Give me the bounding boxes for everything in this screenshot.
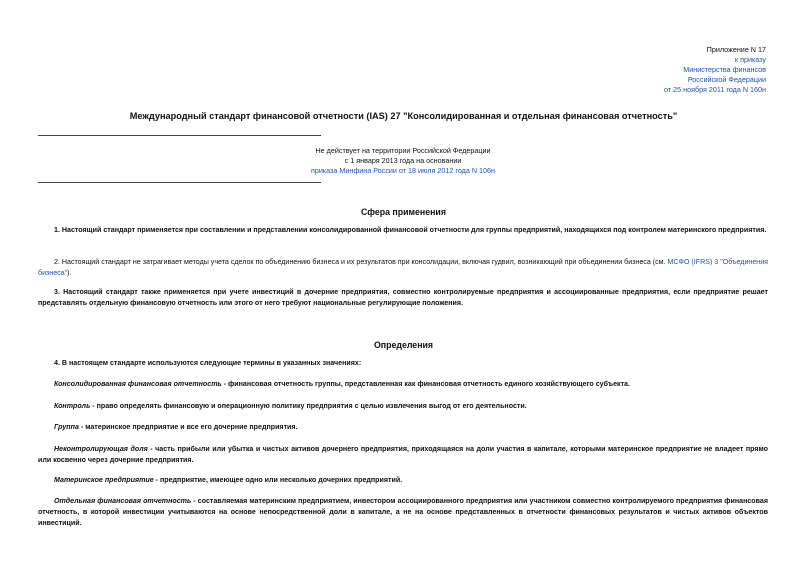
paragraph-3: 3. Настоящий стандарт также применяется при учете инвестиций в дочерние предприятия, совместно контролируемые предприятия и ассоциированные предприятия, если предприятие решает представлять отдельную финансовую отчетность или этого от него требуют национальные регулирующие положения. (38, 288, 768, 307)
definition-term: Группа (54, 423, 79, 431)
appendix-block (546, 45, 766, 95)
ministry-link[interactable]: Министерства финансов (683, 65, 766, 74)
paragraph-2-end: ). (67, 269, 72, 277)
status-notice (253, 146, 553, 176)
definition-text: - часть прибыли или убытка и чистых активов дочернего предприятия, приходящаяся на доли участия в капитале, которыми материнское предприятие не владеет прямо или косвенно через дочерние предприятия. (38, 445, 769, 464)
document-title: Международный стандарт финансовой отчетности (IAS) 27 "Консолидированная и отдельная финансовая отчетность" (129, 111, 678, 121)
status-line-2: с 1 января 2013 года на основании (344, 156, 462, 165)
definition-term: Материнское предприятие (54, 476, 154, 484)
paragraph-2 (38, 257, 768, 279)
definition-item (38, 401, 768, 412)
definition-text: - материнское предприятие и все его дочерние предприятия. (78, 423, 298, 431)
definition-item (38, 496, 768, 529)
status-order-link[interactable]: приказа Минфина России от 18 июля 2012 года N 106н (310, 166, 496, 175)
definition-term: Консолидированная финансовая отчетность (54, 380, 222, 388)
federation-link[interactable]: Российской Федерации (687, 75, 766, 84)
appendix-label: Приложение N 17 (706, 45, 766, 54)
divider-bottom (38, 182, 321, 183)
order-ref-link[interactable]: к приказу (734, 55, 766, 64)
definition-term: Неконтролирующая доля (54, 445, 148, 453)
definition-text: - право определять финансовую и операционную политику предприятия с целью извлечения выгод от его деятельности. (90, 402, 527, 410)
definition-item (38, 444, 768, 466)
definition-item (38, 475, 768, 486)
definition-text: - финансовая отчетность группы, представленная как финансовая отчетность единого хозяйствующего субъекта. (221, 380, 630, 388)
paragraph-4: 4. В настоящем стандарте используются следующие термины в указанных значениях: (54, 359, 362, 367)
definition-item (38, 422, 768, 433)
status-line-1: Не действует на территории Российской Федерации (315, 146, 491, 155)
definition-text: - предприятие, имеющее одно или несколько дочерних предприятий. (153, 476, 403, 484)
section-heading-scope: Сфера применения (361, 207, 446, 217)
paragraph-2-text: 2. Настоящий стандарт не затрагивает методы учета сделок по объединению бизнеса и их результатов при консолидации, включая гудвил, возникающий при объединении бизнеса (см. (54, 258, 668, 266)
order-date-link[interactable]: от 25 ноября 2011 года N 160н (664, 85, 766, 94)
definition-term: Контроль (54, 402, 91, 410)
divider-top (38, 135, 321, 136)
definition-term: Отдельная финансовая отчетность (54, 497, 192, 505)
definition-text: - составляемая материнским предприятием, инвестором ассоциированного предприятия или участником совместно контролируемого предприятия финансовая отчетность, в которой инвестиции учитываются на основе непосредственной доли в капитале, а не на основе представленных в отчетности финансовых результатов и чистых активов объектов инвестиций. (38, 497, 768, 527)
section-heading-definitions: Определения (373, 340, 434, 350)
definition-item (38, 379, 768, 390)
paragraph-1: 1. Настоящий стандарт применяется при составлении и представлении консолидированной финансовой отчетности для группы предприятий, находящихся под контролем материнского предприятия. (54, 226, 767, 234)
ifrs3-link[interactable]: МСФО (IFRS) 3 "Объединения бизнеса" (38, 258, 768, 277)
